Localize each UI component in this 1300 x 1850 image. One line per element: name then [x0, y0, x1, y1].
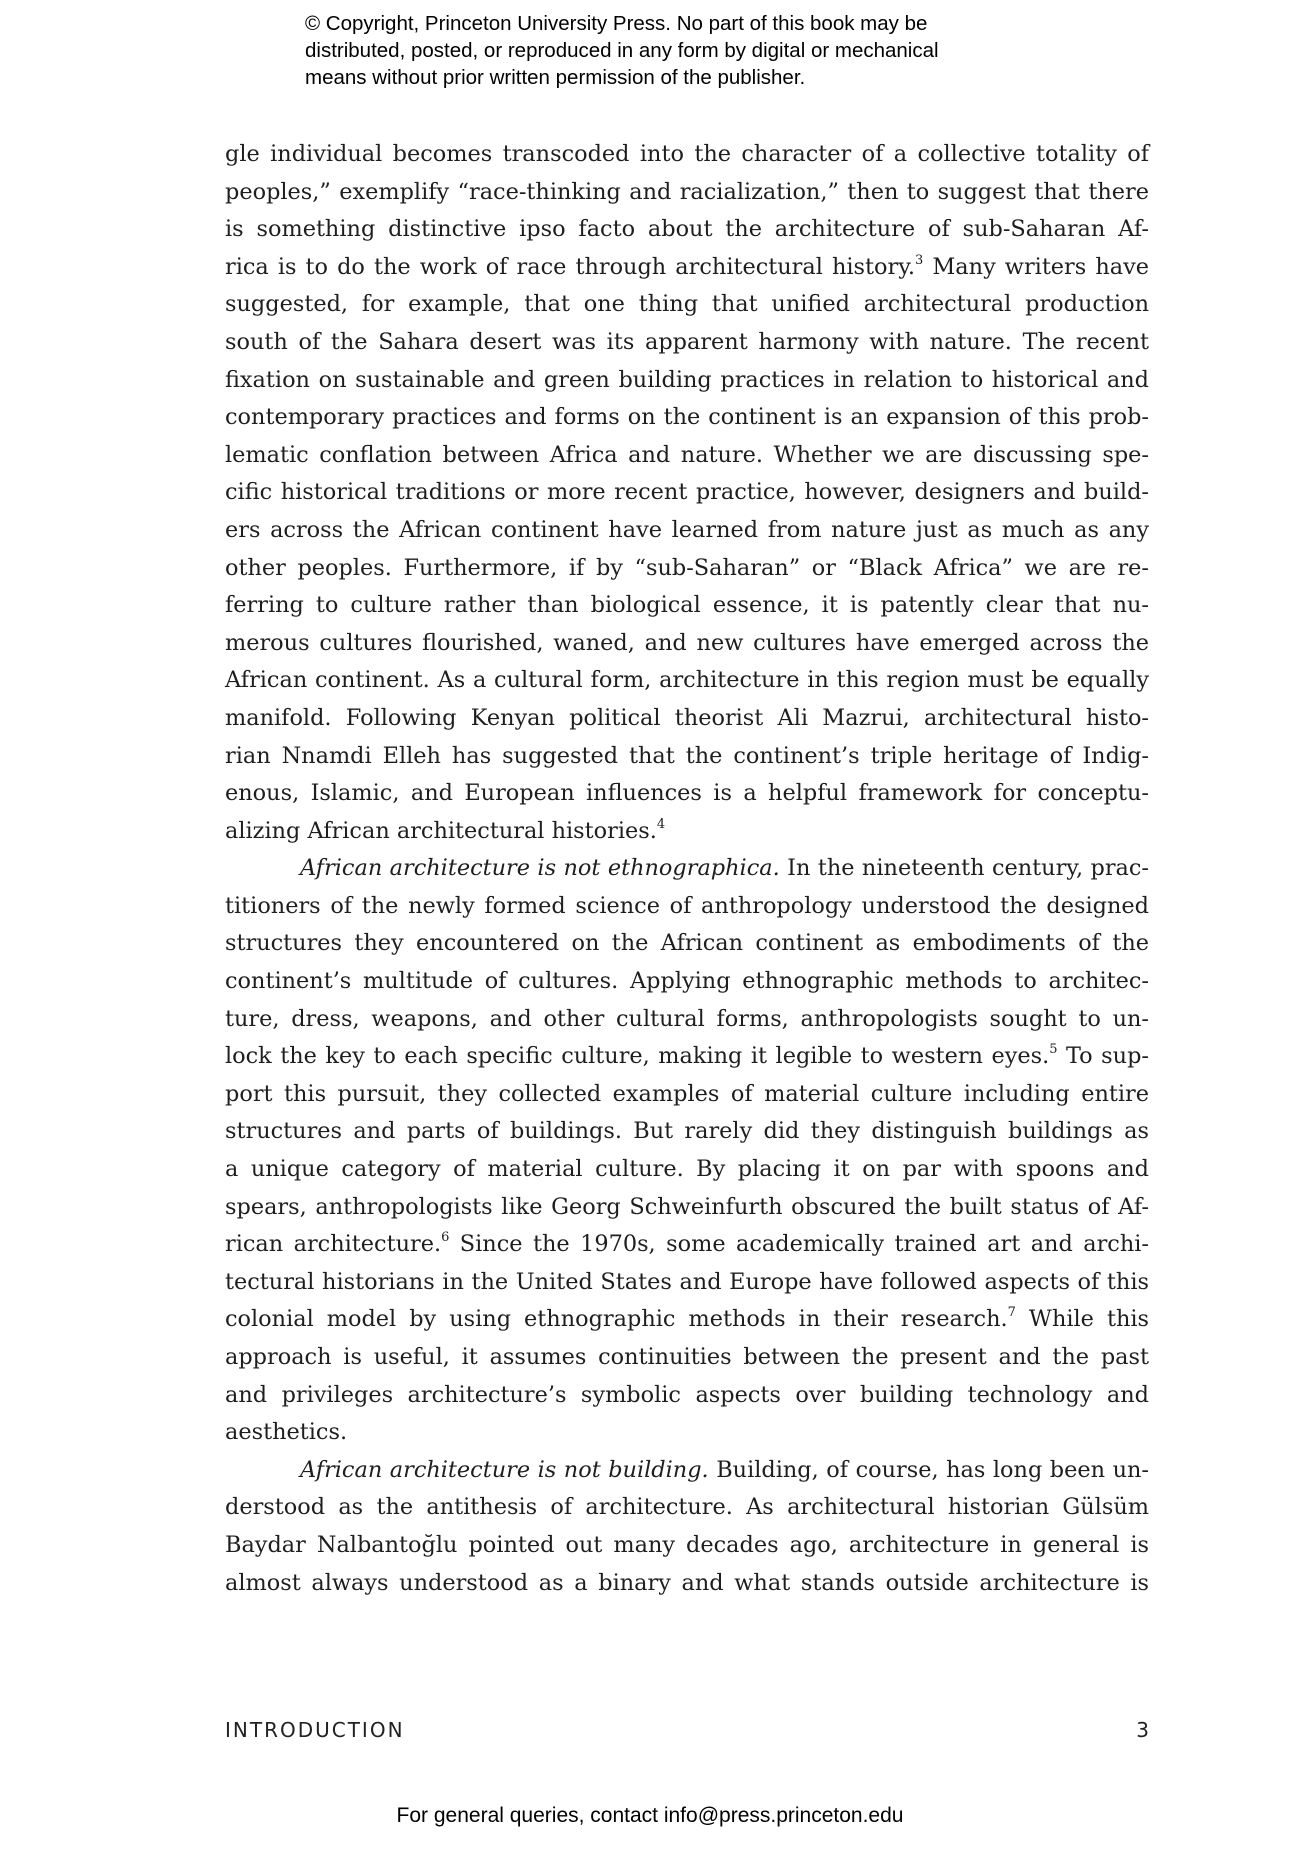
text-line: almost always understood as a binary and what stands outside architecture is [225, 1569, 1149, 1596]
text-line: continent’s multitude of cultures. Applying ethnographic methods to architec- [225, 968, 1149, 995]
footnote-ref[interactable]: 6 [441, 1230, 450, 1246]
paragraph-not-ethnographica [225, 850, 1149, 1452]
paragraph-not-building [225, 1452, 1149, 1602]
text-line: derstood as the antithesis of architecture. As architectural historian Gülsüm [225, 1494, 1149, 1521]
text-line: aesthetics. [225, 1419, 348, 1446]
text-line: gle individual becomes transcoded into the character of a collective totality of [225, 141, 1149, 167]
text-line: and privileges architecture’s symbolic aspects over building technology and [225, 1381, 1149, 1408]
text-line: rian Nnamdi Elleh has suggested that the continent’s triple heritage of Indig- [225, 742, 1149, 769]
text-line [225, 249, 1149, 287]
footnote-ref[interactable]: 5 [1049, 1042, 1058, 1058]
text-segment: Building, of course, has long been un- [708, 1456, 1149, 1483]
text-line: merous cultures flourished, waned, and new cultures have emerged across the [225, 629, 1149, 656]
text-line [225, 1038, 1149, 1076]
text-line [225, 1452, 1149, 1490]
copyright-line: © Copyright, Princeton University Press. No part of this book may be [305, 12, 928, 35]
text-line: African continent. As a cultural form, architecture in this region must be equally [225, 667, 1149, 694]
text-segment: Since the 1970s, some academically trained art and archi- [449, 1231, 1149, 1258]
text-line: contemporary practices and forms on the continent is an expansion of this prob- [225, 404, 1149, 431]
text-line: structures and parts of buildings. But rarely did they distinguish buildings as [225, 1118, 1149, 1145]
footnote-ref[interactable]: 4 [656, 816, 666, 832]
text-line: port this pursuit, they collected examples of material culture including entire [225, 1080, 1149, 1107]
copyright-notice [305, 10, 1065, 91]
italic-lead: African architecture is not ethnographica. [300, 855, 780, 882]
text-line: cific historical traditions or more recent practice, however, designers and build- [225, 479, 1149, 506]
text-line [225, 850, 1149, 888]
text-segment: rica is to do the work of race through architectural history. [225, 253, 916, 280]
contact-line: For general queries, contact info@press.princeton.edu [396, 1804, 904, 1827]
text-line: Baydar Nalbantoğlu pointed out many decades ago, architecture in general is [225, 1531, 1149, 1558]
text-line: ture, dress, weapons, and other cultural forms, anthropologists sought to un- [225, 1005, 1149, 1032]
text-line: spears, anthropologists like Georg Schweinfurth obscured the built status of Af- [225, 1193, 1149, 1220]
text-line: manifold. Following Kenyan political theorist Ali Mazrui, architectural histo- [225, 704, 1149, 731]
text-segment: rican architecture. [225, 1231, 442, 1258]
text-line: a unique category of material culture. By placing it on par with spoons and [225, 1156, 1149, 1183]
text-line [225, 1226, 1149, 1264]
italic-lead: African architecture is not building. [300, 1456, 709, 1483]
text-line: suggested, for example, that one thing that unified architectural production [225, 291, 1149, 318]
text-line [225, 1301, 1149, 1339]
text-line: south of the Sahara desert was its apparent harmony with nature. The recent [225, 328, 1149, 355]
text-line: ers across the African continent have learned from nature just as much as any [225, 516, 1149, 543]
text-segment: To sup- [1057, 1043, 1149, 1070]
text-segment: colonial model by using ethnographic methods in their research. [225, 1306, 1008, 1333]
text-line: other peoples. Furthermore, if by “sub-Saharan” or “Black Africa” we are re- [225, 554, 1149, 581]
body-text [225, 136, 1149, 1602]
running-head: INTRODUCTION [225, 1718, 405, 1742]
text-line [225, 813, 1149, 851]
text-line: tectural historians in the United States and Europe have followed aspects of this [225, 1268, 1149, 1295]
page-number: 3 [1136, 1718, 1149, 1742]
text-line: peoples,” exemplify “race-thinking and racialization,” then to suggest that there [225, 178, 1149, 205]
text-line: approach is useful, it assumes continuities between the present and the past [225, 1344, 1149, 1370]
running-footer [225, 1718, 1149, 1742]
copyright-line: means without prior written permission of the publisher. [305, 66, 806, 89]
text-segment: lock the key to each specific culture, making it legible to western eyes. [225, 1043, 1050, 1070]
text-line: ferring to culture rather than biological essence, it is patently clear that nu- [225, 592, 1149, 619]
paragraph-race-thinking [225, 136, 1149, 850]
footnote-ref[interactable]: 7 [1007, 1305, 1016, 1321]
text-segment: Many writers have [923, 253, 1149, 280]
text-line: lematic conflation between Africa and nature. Whether we are discussing spe- [225, 441, 1149, 468]
text-line: fixation on sustainable and green building practices in relation to historical and [225, 366, 1149, 393]
text-segment: alizing African architectural histories. [225, 817, 657, 844]
copyright-line: distributed, posted, or reproduced in any form by digital or mechanical [305, 39, 939, 62]
text-line: enous, Islamic, and European influences is a helpful framework for conceptu- [225, 780, 1149, 807]
text-segment: While this [1015, 1306, 1150, 1333]
text-line: is something distinctive ipso facto about the architecture of sub-Saharan Af- [225, 216, 1149, 243]
text-segment: In the nineteenth century, prac- [779, 855, 1150, 882]
text-line: structures they encountered on the African continent as embodiments of the [225, 930, 1149, 957]
text-line: titioners of the newly formed science of anthropology understood the designed [225, 892, 1149, 919]
footnote-ref[interactable]: 3 [915, 252, 924, 268]
